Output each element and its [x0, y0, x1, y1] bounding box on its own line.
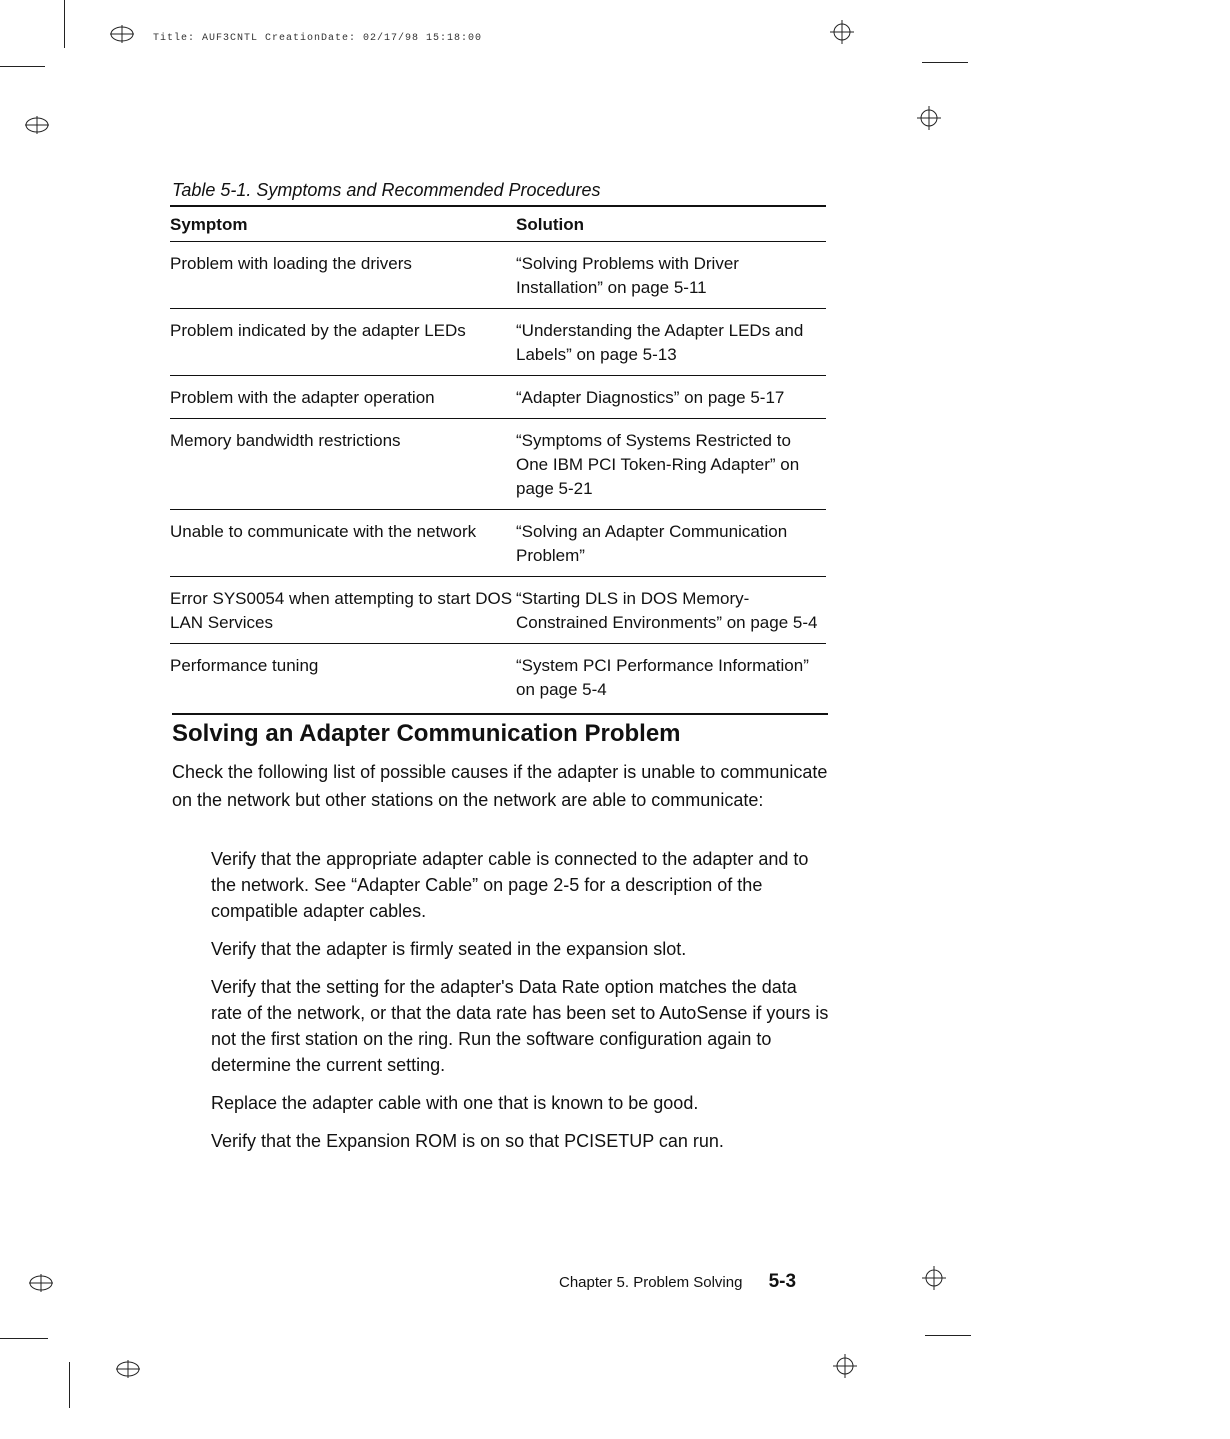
list-item: Verify that the adapter is firmly seated in the expansion slot. [211, 939, 687, 959]
trim-line [922, 62, 968, 63]
registration-mark-icon [29, 1271, 53, 1295]
registration-mark-icon [110, 22, 134, 46]
table-row [170, 419, 826, 510]
symptoms-table [170, 205, 826, 710]
registration-mark-icon [833, 1354, 857, 1378]
list-item: Verify that the appropriate adapter cable is connected to the adapter and to the network. See “Adapter Cable” on page 2-5 for a description of the compatible adapter cables. [211, 849, 809, 921]
symptom-cell: Problem with the adapter operation [170, 388, 435, 407]
trim-line [0, 1338, 48, 1339]
registration-mark-icon [25, 113, 49, 137]
section-title: Solving an Adapter Communication Problem [172, 720, 681, 747]
table-header-row [170, 207, 826, 242]
table-caption: Table 5-1. Symptoms and Recommended Procedures [172, 180, 601, 200]
trim-line [925, 1335, 971, 1336]
solution-cell: “Symptoms of Systems Restricted to One IBM PCI Token-Ring Adapter” on page 5-21 [516, 431, 800, 498]
footer-chapter: Chapter 5. Problem Solving [559, 1274, 743, 1291]
causes-list [211, 846, 831, 1166]
trim-line [64, 0, 65, 48]
page-number: 5-3 [768, 1271, 797, 1292]
list-item: Replace the adapter cable with one that is known to be good. [211, 1093, 699, 1113]
solution-cell: “Adapter Diagnostics” on page 5-17 [516, 388, 785, 407]
table-row [170, 376, 826, 419]
symptom-cell: Unable to communicate with the network [170, 522, 477, 541]
table-row [170, 309, 826, 376]
section-intro: Check the following list of possible causes if the adapter is unable to communicate on the network but other stations on the network are able to communicate: [172, 762, 828, 810]
trim-line [0, 66, 45, 67]
trim-line [69, 1362, 70, 1408]
registration-mark-icon [917, 106, 941, 130]
solution-cell: “Starting DLS in DOS Memory-Constrained Environments” on page 5-4 [516, 589, 818, 632]
column-header-solution: Solution [516, 215, 584, 234]
table-row [170, 644, 826, 710]
table-row [170, 242, 826, 309]
registration-mark-icon [922, 1266, 946, 1290]
symptom-cell: Memory bandwidth restrictions [170, 431, 401, 450]
list-item: Verify that the Expansion ROM is on so that PCISETUP can run. [211, 1131, 724, 1151]
symptom-cell: Problem indicated by the adapter LEDs [170, 321, 466, 340]
section-rule [172, 713, 828, 715]
page-footer [559, 1271, 796, 1293]
table-row [170, 510, 826, 577]
solution-cell: “Understanding the Adapter LEDs and Labels” on page 5-13 [516, 321, 804, 364]
list-item: Verify that the setting for the adapter's Data Rate option matches the data rate of the network, or that the data rate has been set to AutoSense if yours is not the first station on the ring. Run the software configuration again to determine the current setting. [211, 977, 829, 1075]
solution-cell: “System PCI Performance Information” on page 5-4 [516, 656, 809, 699]
registration-mark-icon [116, 1357, 140, 1381]
column-header-symptom: Symptom [170, 215, 248, 234]
symptom-cell: Error SYS0054 when attempting to start DOS LAN Services [170, 589, 513, 632]
symptom-cell: Problem with loading the drivers [170, 254, 412, 273]
document-header: Title: AUF3CNTL CreationDate: 02/17/98 15:18:00 [153, 33, 483, 44]
symptom-cell: Performance tuning [170, 656, 319, 675]
registration-mark-icon [830, 20, 854, 44]
table-row [170, 577, 826, 644]
solution-cell: “Solving an Adapter Communication Problem” [516, 522, 788, 565]
solution-cell: “Solving Problems with Driver Installation” on page 5-11 [516, 254, 739, 297]
